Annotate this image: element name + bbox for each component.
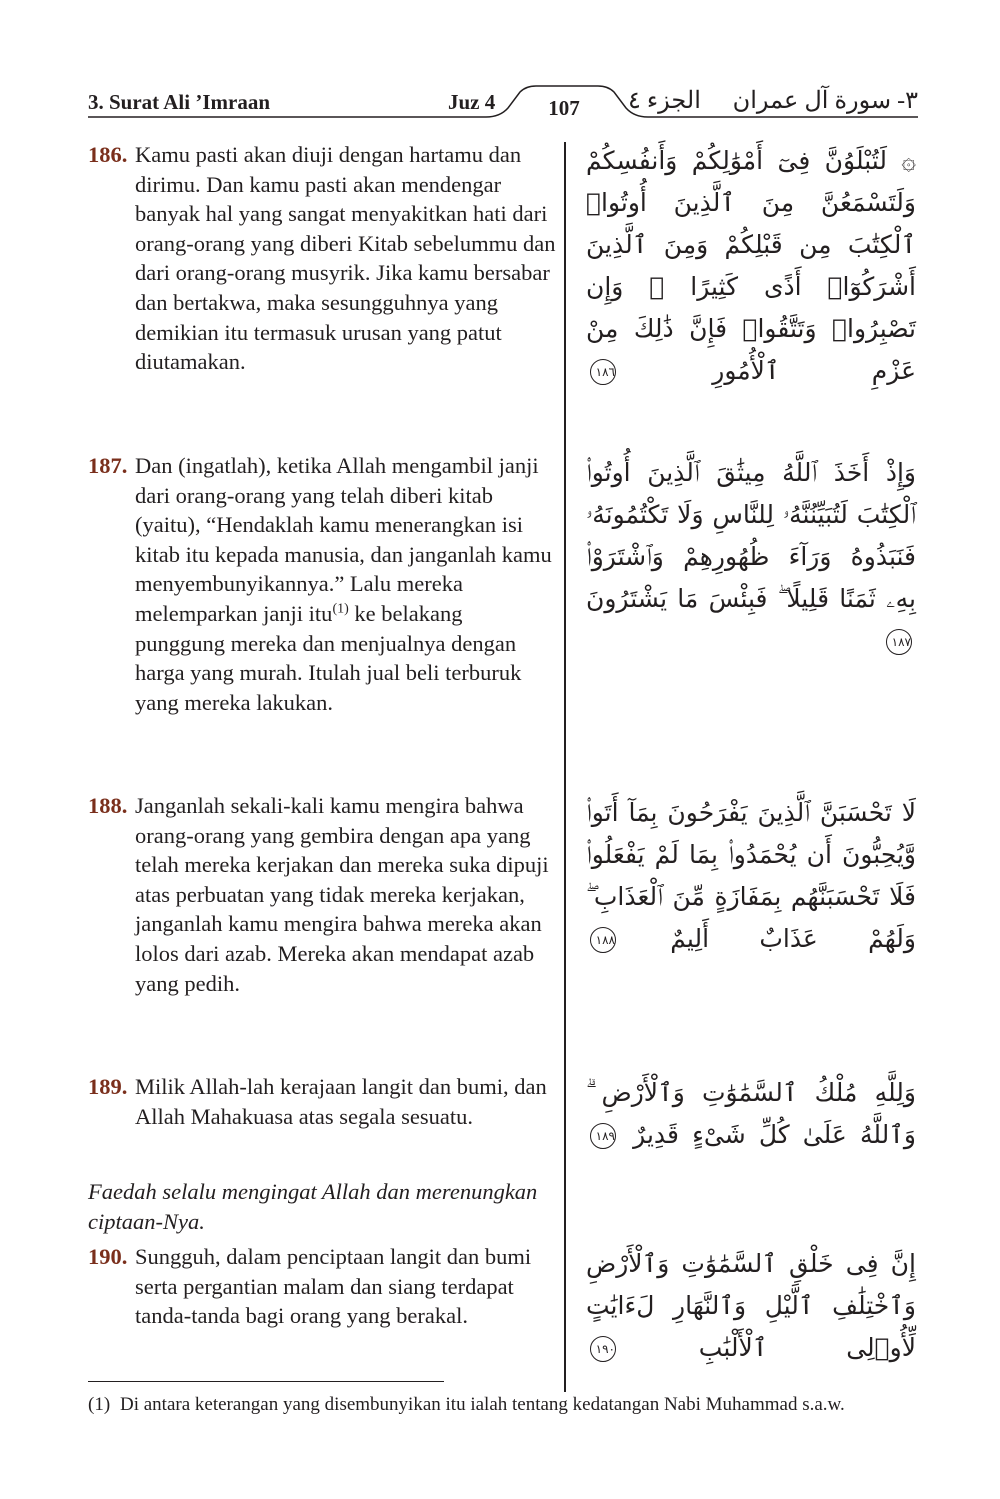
arabic-text: وَإِذْ أَخَذَ ٱللَّهُ مِيثَٰقَ ٱلَّذِينَ أُوتُوا۟ ٱلْكِتَٰبَ لَتُبَيِّنُنَّهُۥ لِلنَّاسِ وَلَا تَكْتُمُونَهُۥ فَنَبَذُوهُ وَرَآءَ ظُهُورِهِمْ وَٱشْتَرَوْا۟ بِهِۦ ثَمَنًا قَلِيلًا ۖ فَبِئْسَ مَا يَشْتَرُونَ [586, 458, 916, 613]
page-header [88, 80, 918, 130]
arabic-verse-187 [586, 452, 916, 662]
verse-number: 186. [88, 142, 128, 167]
arabic-verse-190 [586, 1243, 916, 1369]
page-number: 107 [548, 96, 580, 120]
verse-text-part: Dan (ingatlah), ketika Allah mengambil janji dari orang-orang yang telah diberi kitab (yaitu), “Hendaklah kamu menerangkan isi kitab itu kepada manusia, dan janganlah kamu menyembunyikannya.” Lalu mereka melemparkan janji itu [135, 453, 552, 626]
verse-end-marker: ١٩٠ [590, 1336, 616, 1362]
verse-translation-189 [88, 1072, 558, 1131]
verse-text-part: ke belakang punggung mereka dan menjualnya dengan harga yang murah. Itulah jual beli terburuk yang mereka lakukan. [135, 600, 522, 715]
arabic-text: إِنَّ فِى خَلْقِ ٱلسَّمَٰوَٰتِ وَٱلْأَرْضِ وَٱخْتِلَٰفِ ٱلَّيْلِ وَٱلنَّهَارِ لَءَايَٰتٍ لِّأُو۟لِى ٱلْأَلْبَٰبِ [586, 1249, 916, 1362]
footnote-text: Di antara keterangan yang disembunyikan itu ialah tentang kedatangan Nabi Muhammad s.a.w. [120, 1394, 845, 1415]
arabic-surah-title: ٣- سورة آل عمران [732, 88, 918, 114]
footnote-reference: (1) [332, 601, 349, 617]
verse-text: Janganlah sekali-kali kamu mengira bahwa orang-orang yang gembira dengan apa yang telah mereka kerjakan dan mereka suka dipuji atas perbuatan yang tidak mereka kerjakan, janganlah kamu mengira bahwa mereka akan lolos dari azab. Mereka akan mendapat azab yang pedih. [135, 793, 549, 996]
verse-end-marker: ١٨٨ [590, 927, 616, 953]
verse-text: Kamu pasti akan diuji dengan hartamu dan dirimu. Dan kamu pasti akan mendengar banyak hal yang sangat menyakitkan hati dari orang-orang yang diberi Kitab sebelummu dan dari orang-orang musyrik. Jika kamu bersabar dan bertakwa, maka sesungguhnya yang demikian itu termasuk urusan yang patut diutamakan. [135, 142, 556, 375]
arabic-verse-186 [586, 140, 916, 392]
verse-translation-190 [88, 1242, 558, 1331]
verse-translation-187 [88, 451, 558, 717]
verse-text: Sungguh, dalam penciptaan langit dan bumi serta pergantian malam dan siang terdapat tanda-tanda bagi orang yang berakal. [135, 1244, 532, 1329]
verse-number: 189. [88, 1074, 128, 1099]
column-divider [564, 142, 566, 1392]
verse-number: 190. [88, 1244, 128, 1269]
footnote [88, 1393, 928, 1417]
arabic-text: ۞ لَتُبْلَوُنَّ فِىٓ أَمْوَٰلِكُمْ وَأَنفُسِكُمْ وَلَتَسْمَعُنَّ مِنَ ٱلَّذِينَ أُوتُوا۟ ٱلْكِتَٰبَ مِن قَبْلِكُمْ وَمِنَ ٱلَّذِينَ أَشْرَكُوٓا۟ أَذًى كَثِيرًا ۚ وَإِن تَصْبِرُوا۟ وَتَتَّقُوا۟ فَإِنَّ ذَٰلِكَ مِنْ عَزْمِ ٱلْأُمُورِ [586, 146, 916, 385]
footnote-rule [88, 1381, 444, 1382]
verse-number: 188. [88, 793, 128, 818]
section-heading: Faedah selalu mengingat Allah dan merenungkan ciptaan-Nya. [88, 1179, 538, 1234]
verse-end-marker: ١٨٦ [590, 359, 616, 385]
juz-label: Juz 4 [448, 90, 496, 114]
verse-text: Milik Allah-lah kerajaan langit dan bumi, dan Allah Mahakuasa atas segala sesuatu. [135, 1074, 547, 1129]
footnote-mark: (1) [88, 1394, 111, 1415]
surah-title: 3. Surat Ali ’Imraan [88, 90, 271, 114]
arabic-verse-189 [586, 1072, 916, 1156]
verse-end-marker: ١٨٧ [886, 629, 912, 655]
verse-text [135, 451, 558, 717]
verse-end-marker: ١٨٩ [590, 1123, 616, 1149]
arabic-text: لَا تَحْسَبَنَّ ٱلَّذِينَ يَفْرَحُونَ بِمَآ أَتَوا۟ وَّيُحِبُّونَ أَن يُحْمَدُوا۟ بِمَا لَمْ يَفْعَلُوا۟ فَلَا تَحْسَبَنَّهُم بِمَفَازَةٍ مِّنَ ٱلْعَذَابِ ۖ وَلَهُمْ عَذَابٌ أَلِيمٌ [586, 798, 916, 953]
arabic-text: وَلِلَّهِ مُلْكُ ٱلسَّمَٰوَٰتِ وَٱلْأَرْضِ ۗ وَٱللَّهُ عَلَىٰ كُلِّ شَىْءٍ قَدِيرٌ [586, 1078, 916, 1149]
verse-translation-188 [88, 791, 558, 998]
arabic-juz-label: الجزء ٤ [628, 88, 701, 114]
verse-number: 187. [88, 453, 128, 478]
verse-translation-186 [88, 140, 558, 377]
arabic-verse-188 [586, 792, 916, 960]
